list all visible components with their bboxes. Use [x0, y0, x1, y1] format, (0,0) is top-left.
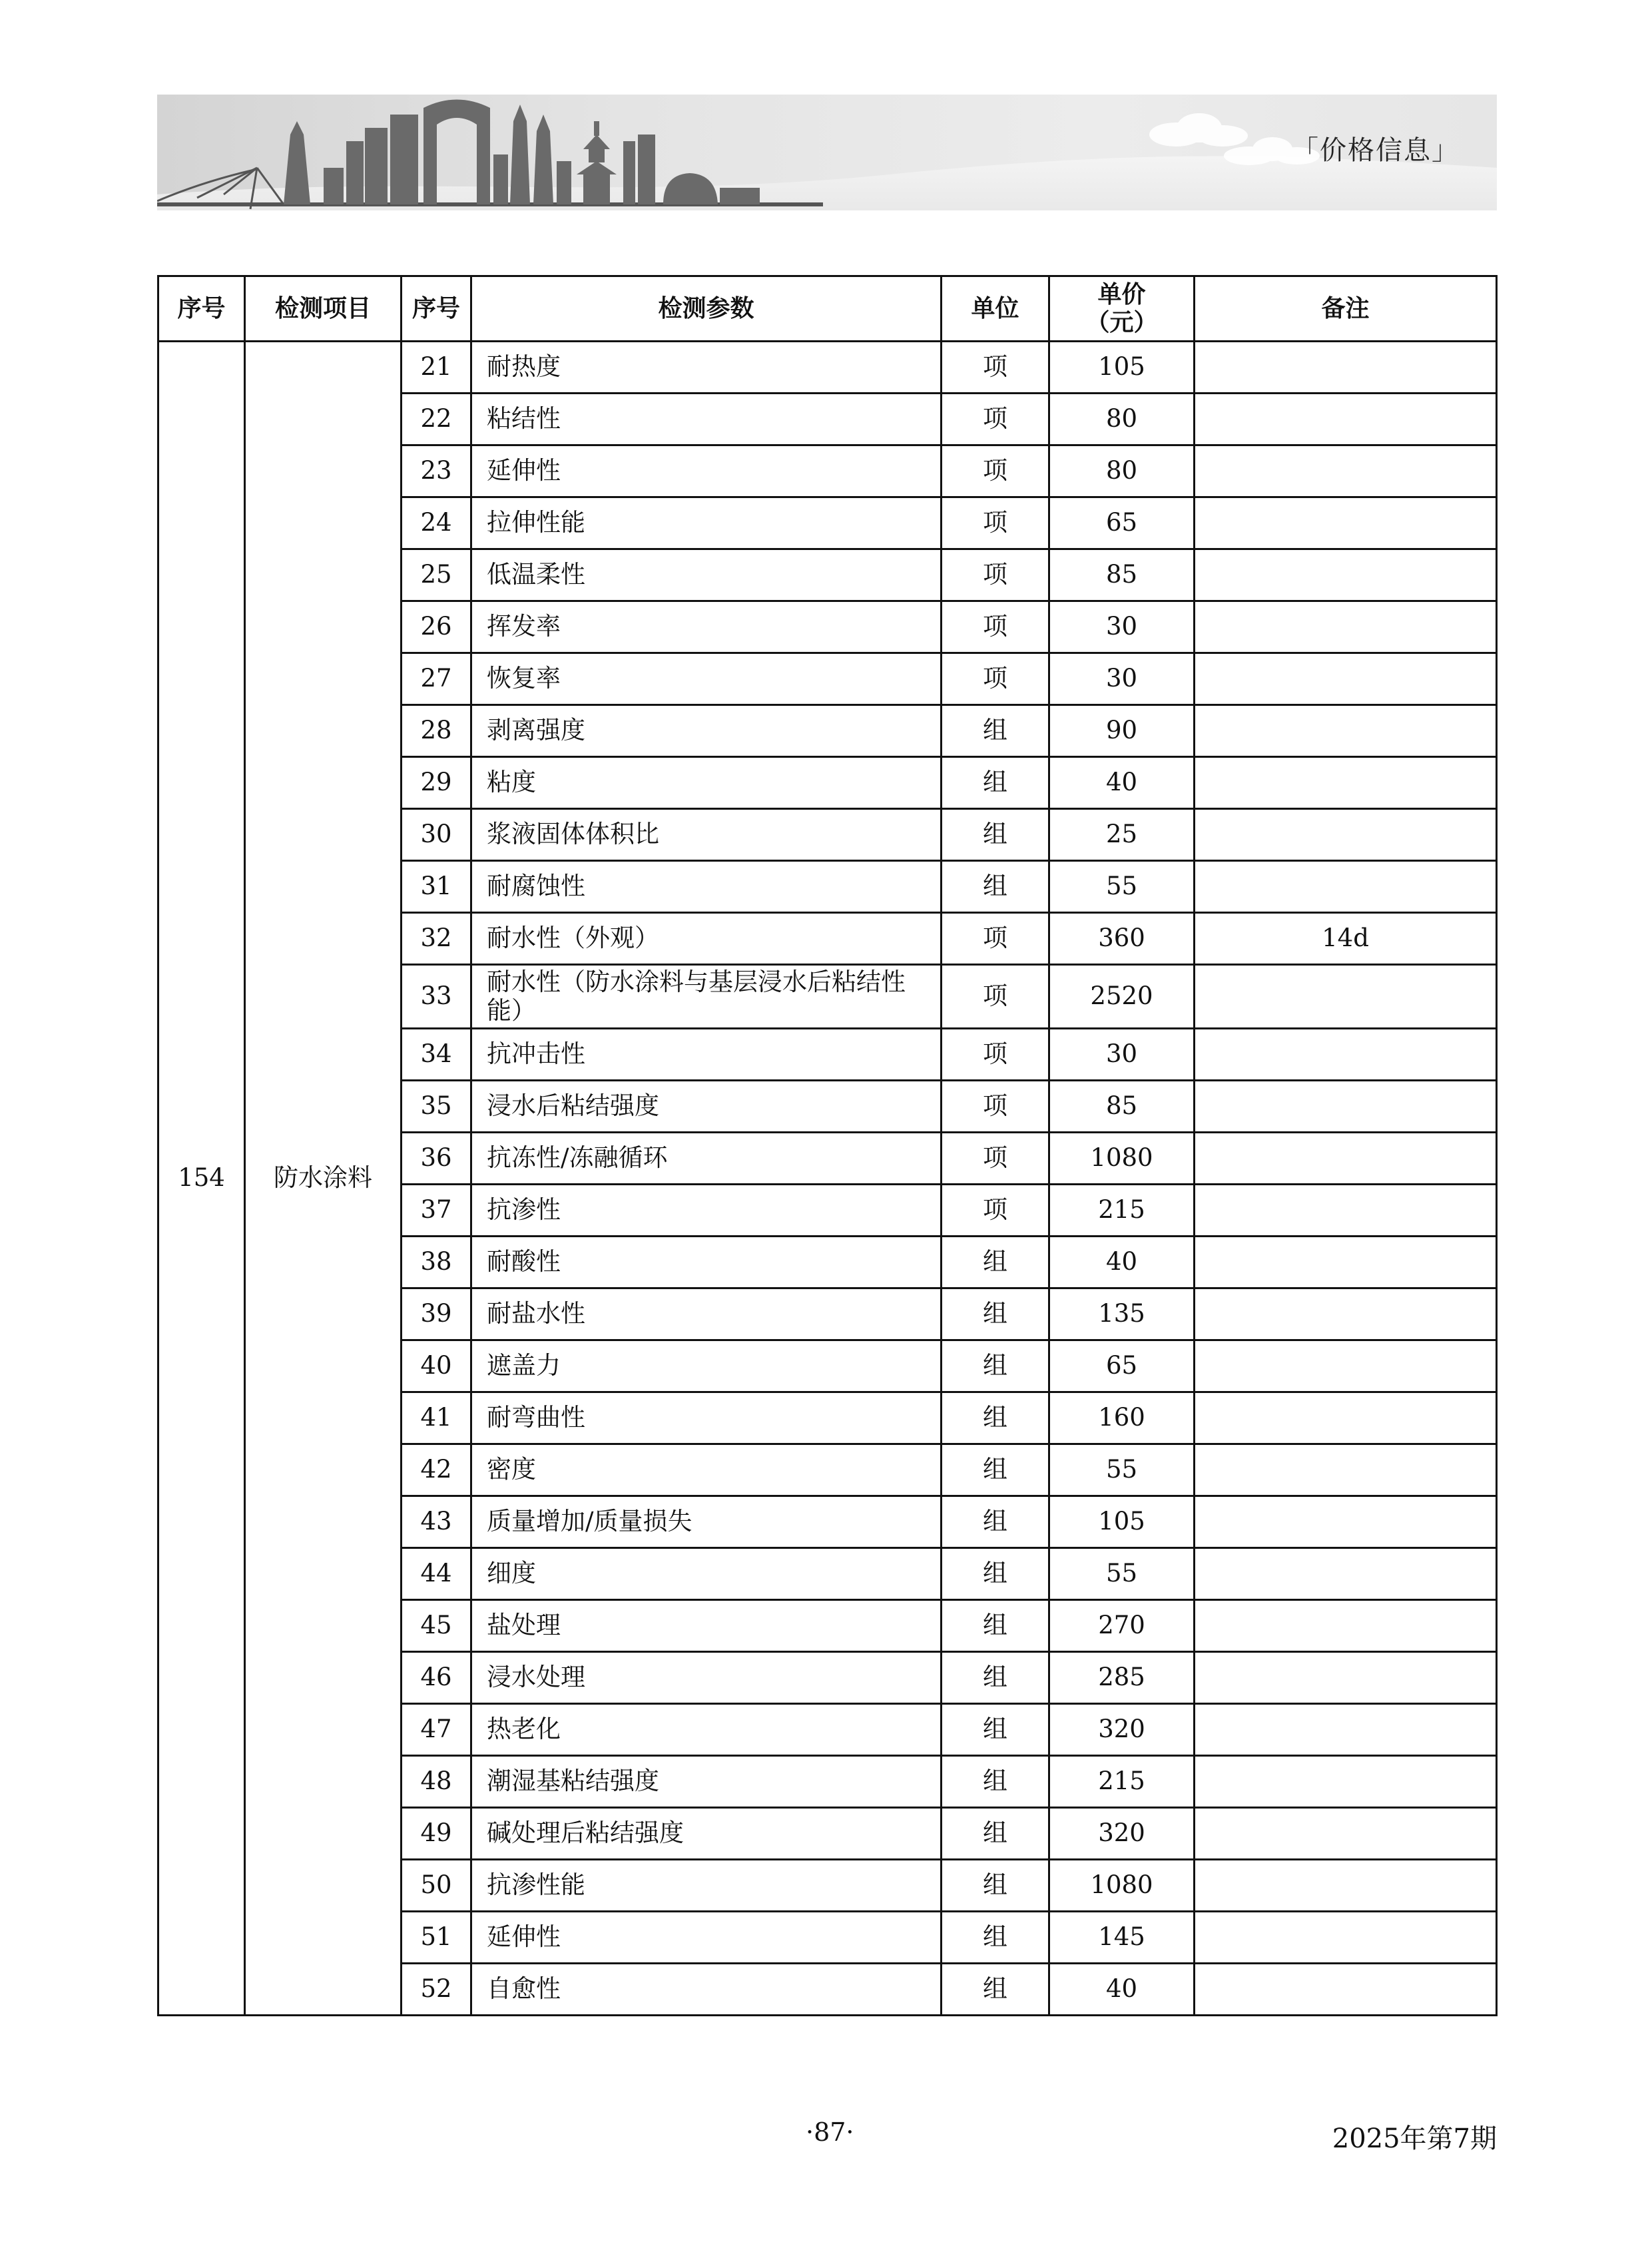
parameter-cell: 细度 — [471, 1548, 942, 1600]
unit-cell: 组 — [942, 705, 1049, 757]
parameter-cell: 碱处理后粘结强度 — [471, 1808, 942, 1860]
parameter-cell: 浸水后粘结强度 — [471, 1081, 942, 1133]
unit-cell: 项 — [942, 1133, 1049, 1185]
remark-cell — [1195, 1964, 1497, 2016]
unit-cell: 组 — [942, 1237, 1049, 1288]
remark-cell — [1195, 445, 1497, 497]
row-number-cell: 48 — [402, 1756, 471, 1808]
remark-cell — [1195, 1081, 1497, 1133]
parameter-cell: 恢复率 — [471, 653, 942, 705]
remark-cell — [1195, 1237, 1497, 1288]
section-tag: 「价格信息」 — [1292, 135, 1460, 166]
parameter-cell: 潮湿基粘结强度 — [471, 1756, 942, 1808]
parameter-cell: 热老化 — [471, 1704, 942, 1756]
unit-cell: 项 — [942, 1185, 1049, 1237]
row-number-cell: 28 — [402, 705, 471, 757]
row-number-cell: 52 — [402, 1964, 471, 2016]
parameter-cell: 抗冻性/冻融循环 — [471, 1133, 942, 1185]
unit-cell: 组 — [942, 861, 1049, 913]
parameter-cell: 耐水性（外观） — [471, 913, 942, 965]
remark-cell — [1195, 1652, 1497, 1704]
remark-cell — [1195, 549, 1497, 601]
price-cell: 90 — [1049, 705, 1195, 757]
row-number-cell: 43 — [402, 1496, 471, 1548]
unit-cell: 项 — [942, 1029, 1049, 1081]
price-cell: 215 — [1049, 1756, 1195, 1808]
parameter-cell: 遮盖力 — [471, 1340, 942, 1392]
price-cell: 80 — [1049, 394, 1195, 445]
unit-cell: 组 — [942, 1704, 1049, 1756]
remark-cell — [1195, 1704, 1497, 1756]
row-number-cell: 40 — [402, 1340, 471, 1392]
row-number-cell: 35 — [402, 1081, 471, 1133]
test-item-cell: 防水涂料 — [245, 342, 402, 2016]
unit-cell: 项 — [942, 497, 1049, 549]
price-cell: 2520 — [1049, 965, 1195, 1029]
row-number-cell: 41 — [402, 1392, 471, 1444]
remark-cell — [1195, 497, 1497, 549]
unit-cell: 项 — [942, 445, 1049, 497]
group-number-cell: 154 — [158, 342, 245, 2016]
unit-cell: 组 — [942, 1392, 1049, 1444]
row-number-cell: 31 — [402, 861, 471, 913]
price-cell: 30 — [1049, 601, 1195, 653]
remark-cell — [1195, 1444, 1497, 1496]
unit-cell: 项 — [942, 1081, 1049, 1133]
row-number-cell: 46 — [402, 1652, 471, 1704]
remark-cell — [1195, 861, 1497, 913]
column-header-unit-price: 单价 （元） — [1049, 276, 1195, 342]
table-header-row — [158, 276, 1497, 342]
unit-cell: 组 — [942, 1288, 1049, 1340]
remark-cell — [1195, 1548, 1497, 1600]
parameter-cell: 密度 — [471, 1444, 942, 1496]
unit-cell: 组 — [942, 809, 1049, 861]
row-number-cell: 33 — [402, 965, 471, 1029]
row-number-cell: 26 — [402, 601, 471, 653]
row-number-cell: 45 — [402, 1600, 471, 1652]
row-number-cell: 23 — [402, 445, 471, 497]
remark-cell — [1195, 1029, 1497, 1081]
row-number-cell: 32 — [402, 913, 471, 965]
remark-cell — [1195, 965, 1497, 1029]
row-number-cell: 21 — [402, 342, 471, 394]
price-cell: 65 — [1049, 497, 1195, 549]
parameter-cell: 耐热度 — [471, 342, 942, 394]
price-cell: 105 — [1049, 1496, 1195, 1548]
parameter-cell: 挥发率 — [471, 601, 942, 653]
price-cell: 55 — [1049, 1548, 1195, 1600]
price-cell: 55 — [1049, 861, 1195, 913]
remark-cell — [1195, 1912, 1497, 1964]
parameter-cell: 浆液固体体积比 — [471, 809, 942, 861]
unit-cell: 组 — [942, 1652, 1049, 1704]
parameter-cell: 自愈性 — [471, 1964, 942, 2016]
parameter-cell: 粘度 — [471, 757, 942, 809]
price-cell: 85 — [1049, 1081, 1195, 1133]
remark-cell — [1195, 1860, 1497, 1912]
parameter-cell: 盐处理 — [471, 1600, 942, 1652]
issue-label: 2025年第7期 — [1332, 2123, 1497, 2154]
unit-cell: 组 — [942, 1860, 1049, 1912]
unit-cell: 项 — [942, 601, 1049, 653]
price-cell: 285 — [1049, 1652, 1195, 1704]
parameter-cell: 质量增加/质量损失 — [471, 1496, 942, 1548]
price-cell: 160 — [1049, 1392, 1195, 1444]
row-number-cell: 29 — [402, 757, 471, 809]
unit-cell: 组 — [942, 1340, 1049, 1392]
row-number-cell: 47 — [402, 1704, 471, 1756]
unit-cell: 项 — [942, 394, 1049, 445]
price-cell: 1080 — [1049, 1860, 1195, 1912]
parameter-cell: 耐腐蚀性 — [471, 861, 942, 913]
unit-cell: 组 — [942, 1496, 1049, 1548]
remark-cell — [1195, 1340, 1497, 1392]
column-header-test-parameter: 检测参数 — [471, 276, 942, 342]
price-cell: 135 — [1049, 1288, 1195, 1340]
price-cell: 145 — [1049, 1912, 1195, 1964]
remark-cell — [1195, 757, 1497, 809]
row-number-cell: 36 — [402, 1133, 471, 1185]
price-cell: 85 — [1049, 549, 1195, 601]
parameter-cell: 耐弯曲性 — [471, 1392, 942, 1444]
unit-cell: 组 — [942, 1808, 1049, 1860]
unit-cell: 组 — [942, 757, 1049, 809]
remark-cell: 14d — [1195, 913, 1497, 965]
header-banner — [157, 95, 1497, 210]
remark-cell — [1195, 1808, 1497, 1860]
table-row — [158, 342, 1497, 394]
parameter-cell: 延伸性 — [471, 1912, 942, 1964]
parameter-cell: 剥离强度 — [471, 705, 942, 757]
unit-cell: 项 — [942, 549, 1049, 601]
page-number: ·87· — [806, 2117, 854, 2147]
price-cell: 360 — [1049, 913, 1195, 965]
remark-cell — [1195, 1756, 1497, 1808]
price-cell: 320 — [1049, 1808, 1195, 1860]
remark-cell — [1195, 1185, 1497, 1237]
unit-cell: 组 — [942, 1548, 1049, 1600]
remark-cell — [1195, 809, 1497, 861]
price-cell: 25 — [1049, 809, 1195, 861]
row-number-cell: 34 — [402, 1029, 471, 1081]
column-header-test-item: 检测项目 — [245, 276, 402, 342]
column-header-unit: 单位 — [942, 276, 1049, 342]
row-number-cell: 22 — [402, 394, 471, 445]
unit-cell: 组 — [942, 1600, 1049, 1652]
price-table — [157, 275, 1498, 2016]
parameter-cell: 延伸性 — [471, 445, 942, 497]
remark-cell — [1195, 601, 1497, 653]
parameter-cell: 耐盐水性 — [471, 1288, 942, 1340]
column-header-row-no: 序号 — [402, 276, 471, 342]
remark-cell — [1195, 1600, 1497, 1652]
remark-cell — [1195, 1288, 1497, 1340]
unit-cell: 项 — [942, 913, 1049, 965]
price-cell: 30 — [1049, 653, 1195, 705]
remark-cell — [1195, 1496, 1497, 1548]
remark-cell — [1195, 653, 1497, 705]
column-header-group-no: 序号 — [158, 276, 245, 342]
row-number-cell: 24 — [402, 497, 471, 549]
price-cell: 40 — [1049, 757, 1195, 809]
unit-cell: 项 — [942, 965, 1049, 1029]
remark-cell — [1195, 1392, 1497, 1444]
column-header-remarks: 备注 — [1195, 276, 1497, 342]
remark-cell — [1195, 342, 1497, 394]
parameter-cell: 抗渗性能 — [471, 1860, 942, 1912]
price-cell: 30 — [1049, 1029, 1195, 1081]
price-cell: 40 — [1049, 1964, 1195, 2016]
row-number-cell: 25 — [402, 549, 471, 601]
parameter-cell: 抗渗性 — [471, 1185, 942, 1237]
price-cell: 270 — [1049, 1600, 1195, 1652]
row-number-cell: 27 — [402, 653, 471, 705]
row-number-cell: 30 — [402, 809, 471, 861]
unit-cell: 项 — [942, 653, 1049, 705]
unit-cell: 组 — [942, 1912, 1049, 1964]
row-number-cell: 38 — [402, 1237, 471, 1288]
remark-cell — [1195, 705, 1497, 757]
row-number-cell: 50 — [402, 1860, 471, 1912]
remark-cell — [1195, 1133, 1497, 1185]
parameter-cell: 耐酸性 — [471, 1237, 942, 1288]
unit-cell: 组 — [942, 1756, 1049, 1808]
row-number-cell: 39 — [402, 1288, 471, 1340]
parameter-cell: 粘结性 — [471, 394, 942, 445]
unit-cell: 项 — [942, 342, 1049, 394]
price-cell: 80 — [1049, 445, 1195, 497]
price-cell: 215 — [1049, 1185, 1195, 1237]
table-body — [158, 342, 1497, 2016]
row-number-cell: 51 — [402, 1912, 471, 1964]
unit-cell: 组 — [942, 1964, 1049, 2016]
price-cell: 320 — [1049, 1704, 1195, 1756]
parameter-cell: 拉伸性能 — [471, 497, 942, 549]
price-cell: 65 — [1049, 1340, 1195, 1392]
row-number-cell: 44 — [402, 1548, 471, 1600]
row-number-cell: 49 — [402, 1808, 471, 1860]
unit-cell: 组 — [942, 1444, 1049, 1496]
parameter-cell: 浸水处理 — [471, 1652, 942, 1704]
price-cell: 105 — [1049, 342, 1195, 394]
parameter-cell: 低温柔性 — [471, 549, 942, 601]
price-cell: 1080 — [1049, 1133, 1195, 1185]
row-number-cell: 37 — [402, 1185, 471, 1237]
price-cell: 55 — [1049, 1444, 1195, 1496]
remark-cell — [1195, 394, 1497, 445]
price-cell: 40 — [1049, 1237, 1195, 1288]
parameter-cell: 耐水性（防水涂料与基层浸水后粘结性能） — [471, 965, 942, 1029]
row-number-cell: 42 — [402, 1444, 471, 1496]
parameter-cell: 抗冲击性 — [471, 1029, 942, 1081]
